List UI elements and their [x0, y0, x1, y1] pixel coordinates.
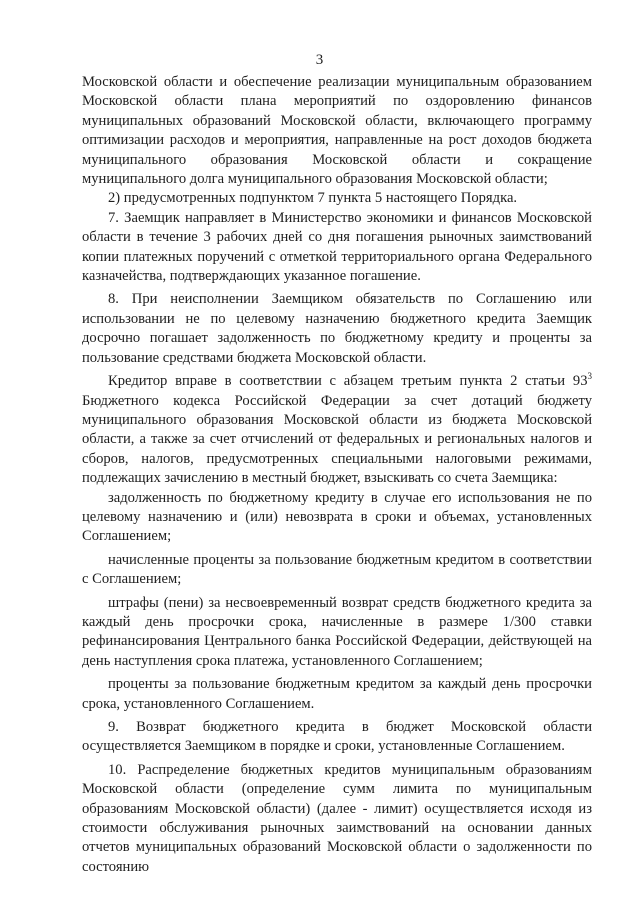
paragraph-penalties: штрафы (пени) за несвоевременный возврат средств бюджетного кредита за каждый день просрочки срока, начисленные в размере 1/300 ставки рефинансирования Центрального банка Российской Федерации, действующей на день наступления срока платежа, установленного Соглашением; — [82, 594, 592, 669]
paragraph-item-8: 8. При неисполнении Заемщиком обязательств по Соглашению или использовании не по целевому назначению бюджетного кредита Заемщик досрочно погашает задолженность по бюджетному кредиту и проценты за пользование средствами бюджета Московской области. — [82, 291, 592, 366]
paragraph-continuation: Московской области и обеспечение реализации муниципальным образованием Московской области плана мероприятий по оздоровлению финансов муниципальных образований Московской области, включающего программу оптимизации расходов и мероприятия, направленные на рост доходов бюджета муниципального образования Московской области и сокращение муниципального долга муниципального образования Московской области; — [82, 74, 592, 188]
document-body — [82, 73, 592, 877]
paragraph-item-10: 10. Распределение бюджетных кредитов муниципальным образованиям Московской области (определение сумм лимита по муниципальным образованиям Московской области) (далее - лимит) осуществляется исходя из стоимости обслуживания рыночных заимствований на основании данных отчетов муниципальных образований Московской области о задолженности по состоянию — [82, 761, 592, 875]
paragraph-item-9: 9. Возврат бюджетного кредита в бюджет Московской области осуществляется Заемщиком в порядке и сроки, установленные Соглашением. — [82, 719, 592, 755]
paragraph-interest: начисленные проценты за пользование бюджетным кредитом в соответствии с Соглашением; — [82, 551, 592, 588]
paragraph-subitem-2: 2) предусмотренных подпунктом 7 пункта 5 настоящего Порядка. — [108, 190, 518, 207]
article-superscript: 3 — [587, 371, 592, 382]
creditor-right-continuation: Бюджетного кодекса Российской Федерации за счет дотаций бюджету муниципального образования Московской области из бюджета Московской области, а также за счет отчислений от федеральных и региональных налогов и сборов, налогов, предусмотренных специальными налоговыми режимами, подлежащих зачислению в местный бюджет, взыскивать со счета Заемщика: — [82, 392, 592, 487]
paragraph-debt: задолженность по бюджетному кредиту в случае его использования не по целевому назначению и (или) невозврата в сроки и объемах, установленных Соглашением; — [82, 489, 592, 545]
page-number: 3 — [315, 52, 324, 68]
paragraph-item-7: 7. Заемщик направляет в Министерство экономики и финансов Московской области в течение 3 рабочих дней со дня погашения рыночных заимствований копии платежных поручений с отметкой территориального органа Федерального казначейства, подтверждающих указанное погашение. — [82, 209, 592, 285]
creditor-right-text: Кредитор вправе в соответствии с абзацем третьим пункта 2 статьи 93 — [108, 373, 588, 390]
paragraph-overdue-interest: проценты за пользование бюджетным кредитом за каждый день просрочки срока, установленного Соглашением. — [82, 676, 592, 712]
paragraph-creditor-right — [82, 372, 592, 488]
